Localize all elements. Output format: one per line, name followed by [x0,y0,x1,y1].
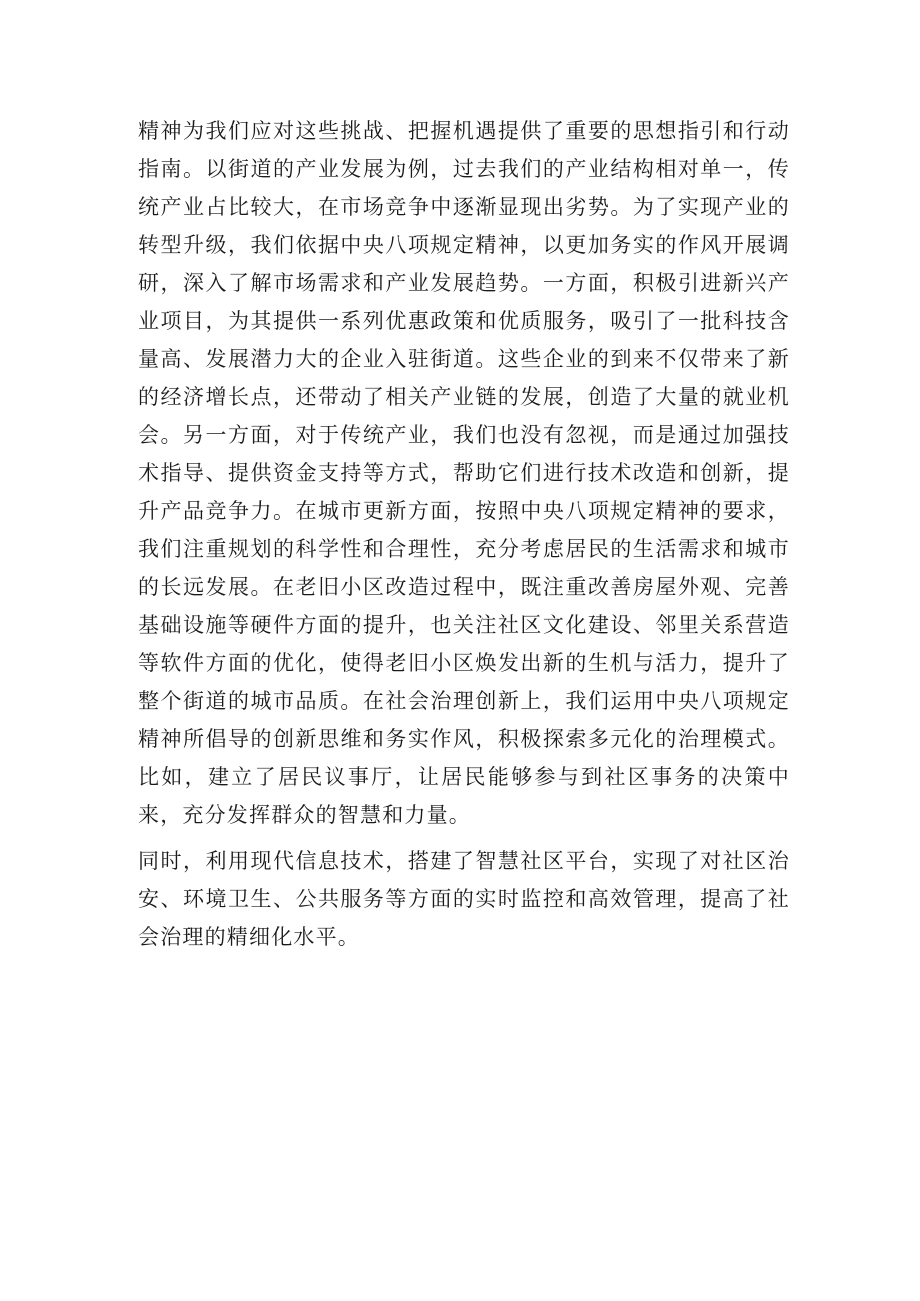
paragraph-1: 精神为我们应对这些挑战、把握机遇提供了重要的思想指引和行动指南。以街道的产业发展为例，过去我们的产业结构相对单一，传统产业占比较大，在市场竞争中逐渐显现出劣势。为了实现产业的转型升级，我们依据中央八项规定精神，以更加务实的作风开展调研，深入了解市场需求和产业发展趋势。一方面，积极引进新兴产业项目，为其提供一系列优惠政策和优质服务，吸引了一批科技含量高、发展潜力大的企业入驻街道。这些企业的到来不仅带来了新的经济增长点，还带动了相关产业链的发展，创造了大量的就业机会。另一方面，对于传统产业，我们也没有忽视，而是通过加强技术指导、提供资金支持等方式，帮助它们进行技术改造和创新，提升产品竞争力。在城市更新方面，按照中央八项规定精神的要求，我们注重规划的科学性和合理性，充分考虑居民的生活需求和城市的长远发展。在老旧小区改造过程中，既注重改善房屋外观、完善基础设施等硬件方面的提升，也关注社区文化建设、邻里关系营造等软件方面的优化，使得老旧小区焕发出新的生机与活力，提升了整个街道的城市品质。在社会治理创新上，我们运用中央八项规定精神所倡导的创新思维和务实作风，积极探索多元化的治理模式。比如，建立了居民议事厅，让居民能够参与到社区事务的决策中来，充分发挥群众的智慧和力量。 [138,119,790,827]
document-body [138,112,790,964]
paragraph-2: 同时，利用现代信息技术，搭建了智慧社区平台，实现了对社区治安、环境卫生、公共服务等方面的实时监控和高效管理，提高了社会治理的精细化水平。 [138,849,790,949]
